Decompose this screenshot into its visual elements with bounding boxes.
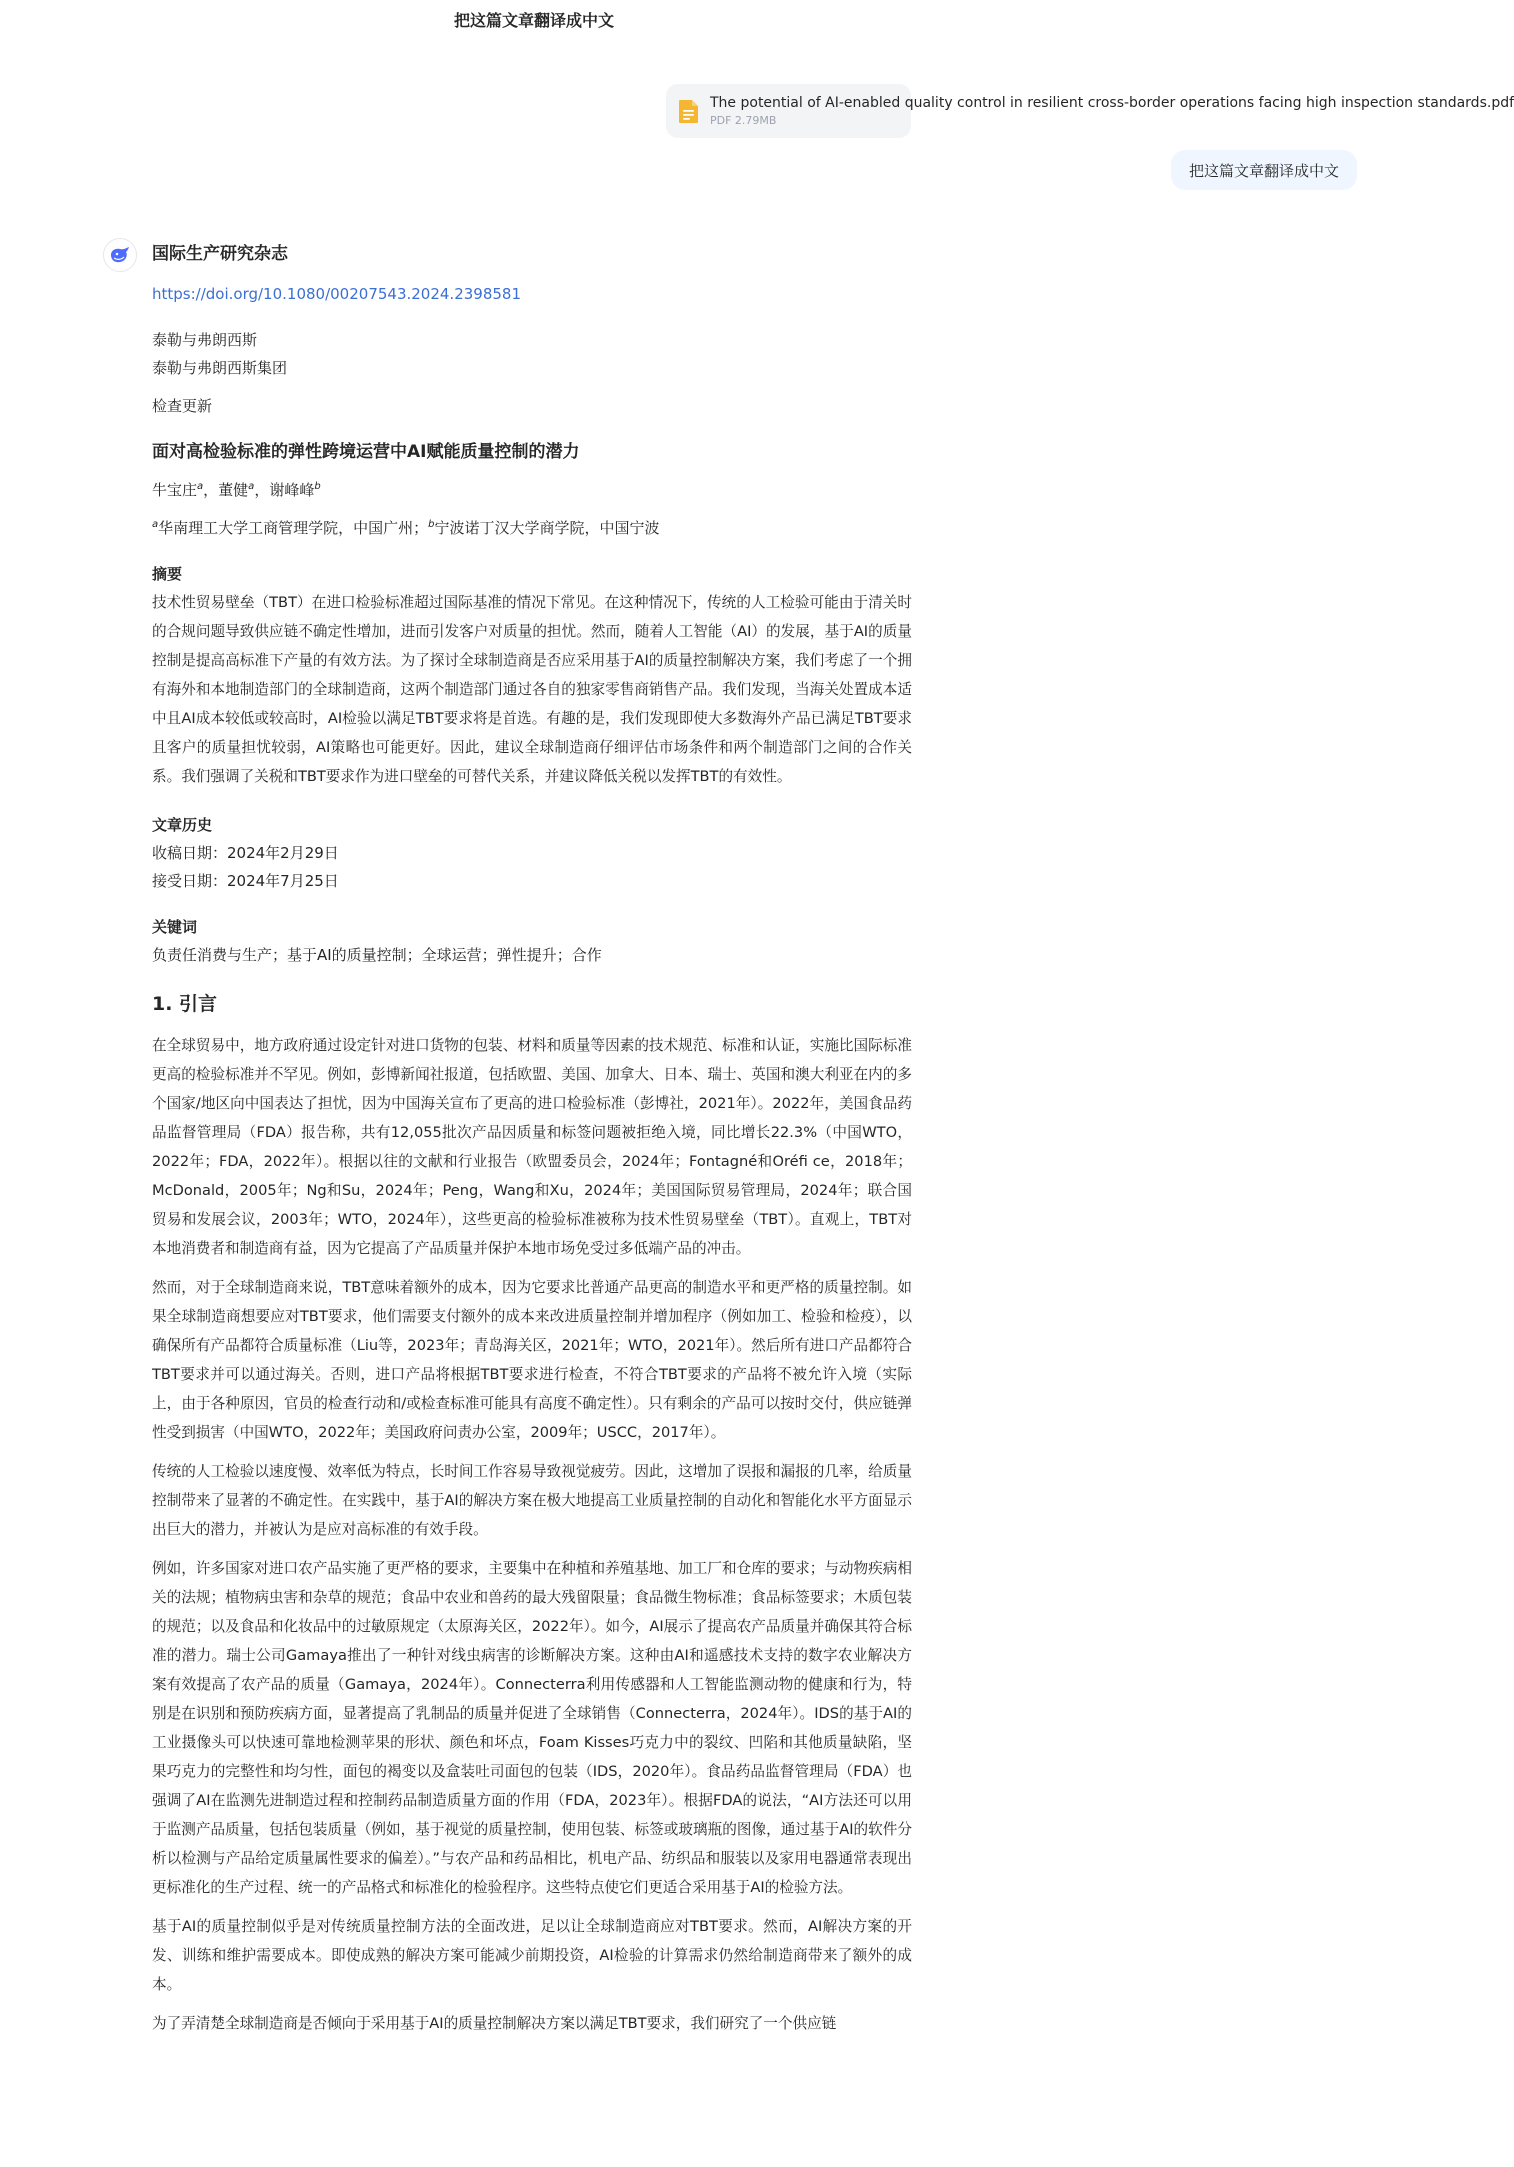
- assistant-avatar: [103, 238, 137, 272]
- history-heading: 文章历史: [152, 816, 213, 834]
- intro-paragraph-5: 基于AI的质量控制似乎是对传统质量控制方法的全面改进，足以让全球制造商应对TBT要求。然而，AI解决方案的开发、训练和维护需要成本。即使成熟的解决方案可能减少前期投资，AI检验的计算需求仍然给制造商带来了额外的成本。: [152, 1918, 912, 1993]
- affiliation-a-sup: a: [152, 519, 159, 530]
- affiliation-a: 华南理工大学工商管理学院，中国广州；: [158, 519, 429, 537]
- doi-line: [152, 280, 912, 308]
- intro-paragraph-6: 为了弄清楚全球制造商是否倾向于采用基于AI的质量控制解决方案以满足TBT要求，我们研究了一个供应链: [152, 2015, 837, 2032]
- user-message-bubble: 把这篇文章翻译成中文: [1171, 150, 1357, 190]
- attachment-card[interactable]: [666, 84, 1514, 138]
- journal-name: 国际生产研究杂志: [152, 244, 288, 264]
- attachment-name: The potential of AI-enabled quality control in resilient cross-border operations facing high inspection standards.pdf: [710, 95, 1514, 111]
- document-icon: [678, 98, 700, 124]
- article-title: 面对高检验标准的弹性跨境运营中AI赋能质量控制的潜力: [152, 442, 580, 462]
- authors: [152, 476, 912, 504]
- affiliation-b-sup: b: [428, 519, 435, 530]
- chat-title: 把这篇文章翻译成中文: [453, 11, 614, 30]
- check-updates: 检查更新: [152, 397, 213, 415]
- abstract-text: 技术性贸易壁垒（TBT）在进口检验标准超过国际基准的情况下常见。在这种情况下，传统的人工检验可能由于清关时的合规问题导致供应链不确定性增加，进而引发客户对质量的担忧。然而，随着人工智能（AI）的发展，基于AI的质量控制是提高高标准下产量的有效方法。为了探讨全球制造商是否应采用基于AI的质量控制解决方案，我们考虑了一个拥有海外和本地制造部门的全球制造商，这两个制造部门通过各自的独家零售商销售产品。我们发现，当海关处置成本适中且AI成本较低或较高时，AI检验以满足TBT要求将是首选。有趣的是，我们发现即使大多数海外产品已满足TBT要求且客户的质量担忧较弱，AI策略也可能更好。因此，建议全球制造商仔细评估市场条件和两个制造部门之间的合作关系。我们强调了关税和TBT要求作为进口壁垒的可替代关系，并建议降低关税以发挥TBT的有效性。: [152, 594, 912, 785]
- whale-logo-icon: [109, 246, 131, 264]
- intro-paragraph-4: 例如，许多国家对进口农产品实施了更严格的要求，主要集中在种植和养殖基地、加工厂和仓库的要求；与动物疾病相关的法规；植物病虫害和杂草的规范；食品中农业和兽药的最大残留限量；食品微生物标准；食品标签要求；木质包装的规范；以及食品和化妆品中的过敏原规定（太原海关区，2022年）。如今，AI展示了提高农产品质量并确保其符合标准的潜力。瑞士公司Gamaya推出了一种针对线虫病害的诊断解决方案。这种由AI和遥感技术支持的数字农业解决方案有效提高了农产品的质量（Gamaya，2024年）。Connecterra利用传感器和人工智能监测动物的健康和行为，特别是在识别和预防疾病方面，显著提高了乳制品的质量并促进了全球销售（Connecterra，2024年）。IDS的基于AI的工业摄像头可以快速可靠地检测苹果的形状、颜色和坏点，Foam Kisses巧克力中的裂纹、凹陷和其他质量缺陷，坚果巧克力的完整性和均匀性，面包的褐变以及盒装吐司面包的包装（IDS，2020年）。食品药品监督管理局（FDA）也强调了AI在监测先进制造过程和控制药品制造质量方面的作用（FDA，2023年）。根据FDA的说法，“AI方法还可以用于监测产品质量，包括包装质量（例如，基于视觉的质量控制，使用包装、标签或玻璃瓶的图像，通过基于AI的软件分析以检测与产品给定质量属性要求的偏差）。”与农产品和药品相比，机电产品、纺织品和服装以及家用电器通常表现出更标准化的生产过程、统一的产品格式和标准化的检验程序。这些特点使它们更适合采用基于AI的检验方法。: [152, 1560, 912, 1896]
- author-1-sup: a: [197, 481, 204, 492]
- author-3: ，谢峰峰: [254, 481, 315, 499]
- doi-link[interactable]: https://doi.org/10.1080/00207543.2024.2398581: [152, 285, 522, 303]
- author-2: ，董健: [203, 481, 249, 499]
- keywords-heading: 关键词: [152, 918, 198, 936]
- attachment-size: PDF 2.79MB: [710, 114, 777, 127]
- received-date: 收稿日期：2024年2月29日: [152, 844, 339, 862]
- author-3-sup: b: [314, 481, 321, 492]
- intro-paragraph-3: 传统的人工检验以速度慢、效率低为特点，长时间工作容易导致视觉疲劳。因此，这增加了误报和漏报的几率，给质量控制带来了显著的不确定性。在实践中，基于AI的解决方案在极大地提高工业质量控制的自动化和智能化水平方面显示出巨大的潜力，并被认为是应对高标准的有效手段。: [152, 1463, 912, 1538]
- affiliations: [152, 514, 912, 542]
- publisher-line-2: 泰勒与弗朗西斯集团: [152, 359, 288, 377]
- intro-paragraph-1: 在全球贸易中，地方政府通过设定针对进口货物的包装、材料和质量等因素的技术规范、标准和认证，实施比国际标准更高的检验标准并不罕见。例如，彭博新闻社报道，包括欧盟、美国、加拿大、日本、瑞士、英国和澳大利亚在内的多个国家/地区向中国表达了担忧，因为中国海关宣布了更高的进口检验标准（彭博社，2021年）。2022年，美国食品药品监督管理局（FDA）报告称，共有12,055批次产品因质量和标签问题被拒绝入境，同比增长22.3%（中国WTO，2022年；FDA，2022年）。根据以往的文献和行业报告（欧盟委员会，2024年；Fontagné和Oréfi ce，2018年；McDonald，2005年；Ng和Su，2024年；Peng，Wang和Xu，2024年；美国国际贸易管理局，2024年；联合国贸易和发展会议，2003年；WTO，2024年），这些更高的检验标准被称为技术性贸易壁垒（TBT）。直观上，TBT对本地消费者和制造商有益，因为它提高了产品质量并保护本地市场免受过多低端产品的冲击。: [152, 1037, 912, 1257]
- accepted-date: 接受日期：2024年7月25日: [152, 872, 339, 890]
- author-1: 牛宝庄: [152, 481, 198, 499]
- abstract-heading: 摘要: [152, 565, 183, 583]
- keywords-text: 负责任消费与生产；基于AI的质量控制；全球运营；弹性提升；合作: [152, 946, 602, 964]
- intro-paragraph-2: 然而，对于全球制造商来说，TBT意味着额外的成本，因为它要求比普通产品更高的制造水平和更严格的质量控制。如果全球制造商想要应对TBT要求，他们需要支付额外的成本来改进质量控制并增加程序（例如加工、检验和检疫），以确保所有产品都符合质量标准（Liu等，2023年；青岛海关区，2021年；WTO，2021年）。然后所有进口产品都符合TBT要求并可以通过海关。否则，进口产品将根据TBT要求进行检查，不符合TBT要求的产品将不被允许入境（实际上，由于各种原因，官员的检查行动和/或检查标准可能具有高度不确定性）。只有剩余的产品可以按时交付，供应链弹性受到损害（中国WTO，2022年；美国政府问责办公室，2009年；USCC，2017年）。: [152, 1279, 912, 1441]
- intro-heading: 1. 引言: [152, 993, 218, 1015]
- assistant-answer: [152, 240, 912, 2048]
- author-2-sup: a: [248, 481, 255, 492]
- publisher-line-1: 泰勒与弗朗西斯: [152, 331, 258, 349]
- affiliation-b: 宁波诺丁汉大学商学院，中国宁波: [434, 519, 660, 537]
